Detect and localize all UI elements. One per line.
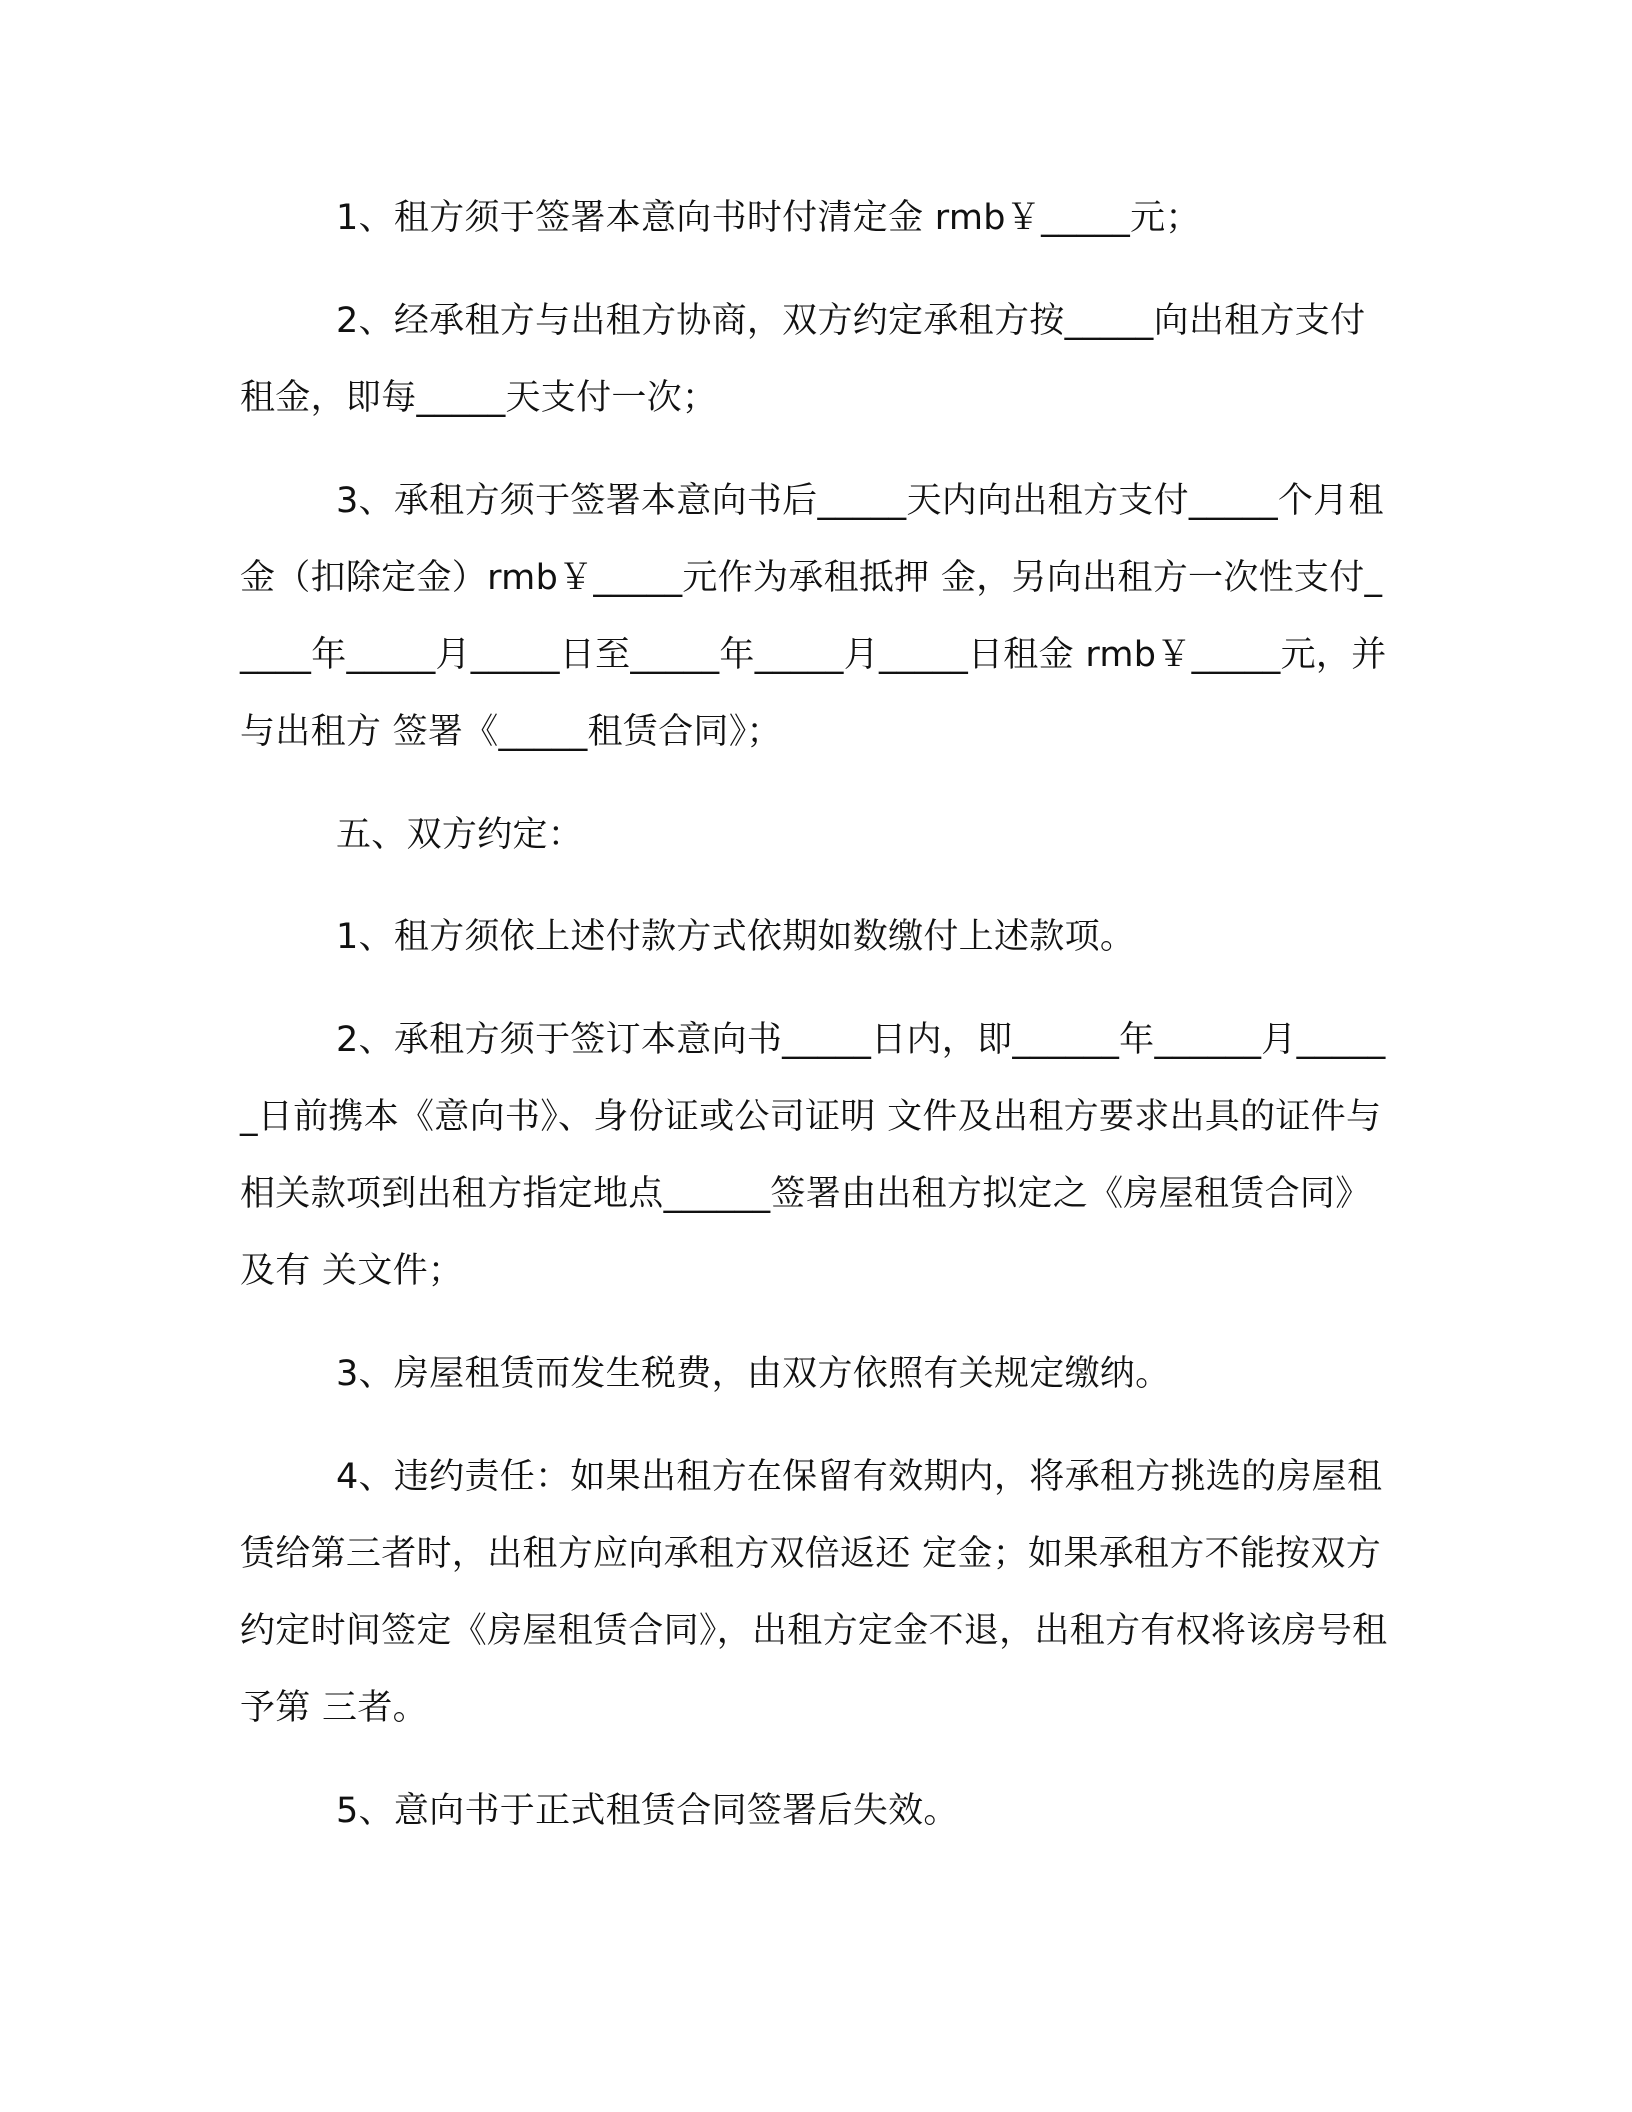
paragraph-payment-obligation: 1、租方须依上述付款方式依期如数缴付上述款项。 [336, 917, 1136, 957]
paragraph-payment-terms: 2、经承租方与出租方协商，双方约定承租方按_____向出租方支付租金，即每_____天支付一次； [240, 301, 1366, 418]
paragraph-security-deposit: 3、承租方须于签署本意向书后_____天内向出租方支付_____个月租金（扣除定金）rmb￥_____元作为承租抵押 金，另向出租方一次性支付_____年_____月_____日至_____年_____月_____日租金 rmb￥_____元，并与出租方 签署《_____租赁合同》； [240, 481, 1387, 752]
section-heading-mutual-agreement: 五、双方约定： [336, 815, 584, 855]
paragraph-breach-liability: 4、违约责任：如果出租方在保留有效期内，将承租方挑选的房屋租赁给第三者时，出租方应向承租方双倍返还 定金；如果承租方不能按双方约定时间签定《房屋租赁合同》，出租方定金不退，出租方有权将该房号租予第 三者。 [240, 1457, 1388, 1728]
paragraph-contract-signing: 2、承租方须于签订本意向书_____日内，即______年______月______日前携本《意向书》、身份证或公司证明 文件及出租方要求出具的证件与相关款项到出租方指定地点______签署由出租方拟定之《房屋租赁合同》及有 关文件； [240, 1020, 1386, 1291]
paragraph-expiry: 5、意向书于正式租赁合同签署后失效。 [336, 1791, 959, 1831]
paragraph-taxes: 3、房屋租赁而发生税费，由双方依照有关规定缴纳。 [336, 1354, 1171, 1394]
paragraph-deposit: 1、租方须于签署本意向书时付清定金 rmb￥_____元； [336, 198, 1201, 238]
